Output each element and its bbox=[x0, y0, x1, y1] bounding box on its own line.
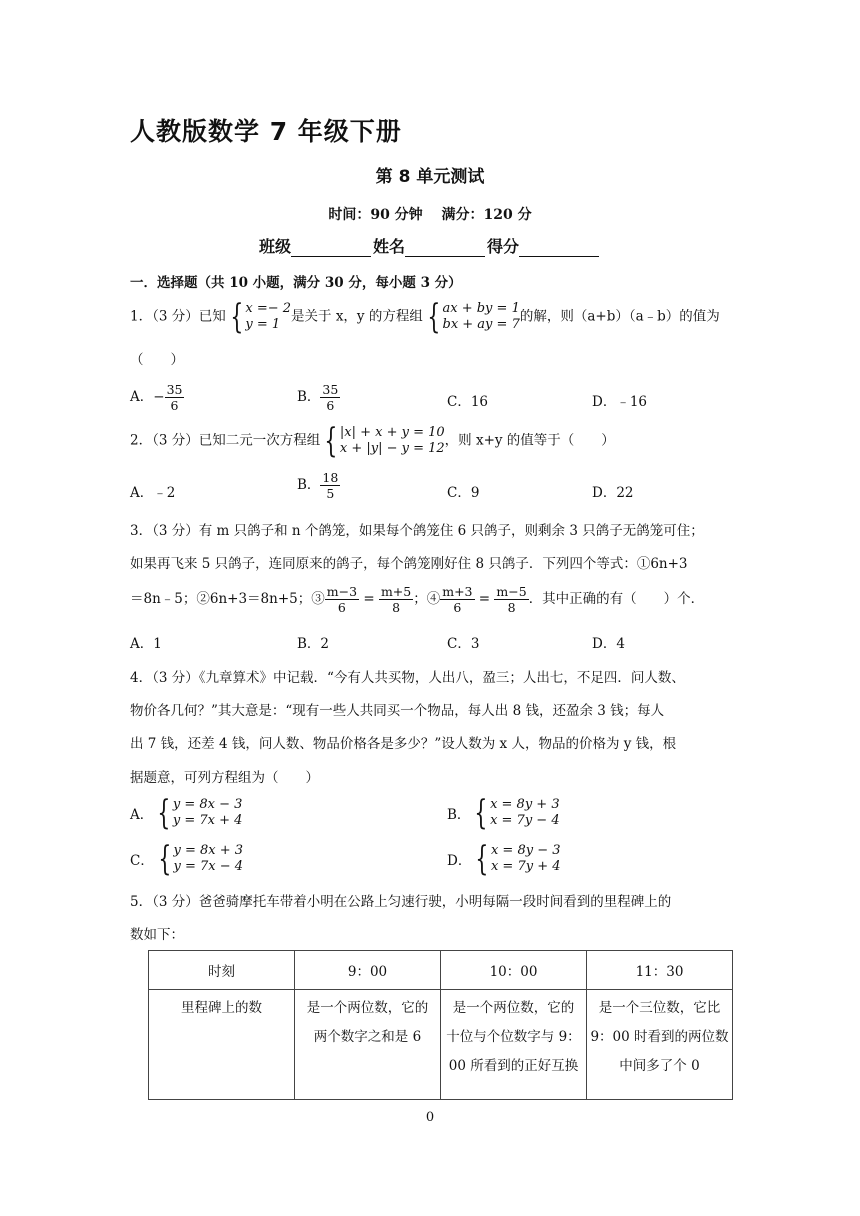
frac-den: 6 bbox=[170, 398, 179, 413]
table-header-cell: 11：30 bbox=[587, 951, 733, 990]
student-info-line bbox=[0, 234, 860, 257]
q4-opt-b-eq1: x = 8y + 3 bbox=[490, 797, 560, 812]
q2-sys-line2: x + |y| − y = 12 bbox=[339, 441, 445, 456]
cell-line: 十位与个位数字与 9： bbox=[446, 1029, 581, 1045]
cell-line: 两个数字之和是 6 bbox=[313, 1029, 422, 1045]
milestone-table bbox=[148, 950, 733, 1100]
q4-opt-c-eq1: y = 8x + 3 bbox=[173, 843, 244, 858]
q3-sep: ；④ bbox=[413, 591, 441, 607]
q4-opt-a-eq2: y = 7x + 4 bbox=[172, 813, 243, 828]
equals-sign: = bbox=[478, 591, 491, 607]
cell-line: 是一个三位数，它比 bbox=[598, 1000, 721, 1016]
table-cell-1000 bbox=[441, 990, 587, 1100]
score-blank[interactable] bbox=[519, 240, 599, 257]
q2-option-c[interactable]: C．9 bbox=[447, 485, 480, 501]
q4-option-c[interactable]: C． { y = 8x + 3 y = 7x − 4 bbox=[130, 839, 244, 879]
q1-paren: （ ） bbox=[130, 352, 184, 368]
frac-num: m+5 bbox=[380, 584, 412, 599]
cell-line: 中间多了个 0 bbox=[619, 1058, 700, 1074]
cell-line: 00 所看到的正好互换 bbox=[448, 1058, 579, 1074]
q2-opt-b-fraction bbox=[320, 470, 340, 501]
q4-opt-c-label: C． bbox=[130, 853, 154, 869]
table-header-cell: 10：00 bbox=[441, 951, 587, 990]
q4-option-b[interactable]: B． { x = 8y + 3 x = 7y − 4 bbox=[447, 793, 560, 833]
q4-option-d[interactable]: D． { x = 8y − 3 x = 7y + 4 bbox=[447, 839, 561, 879]
q4-opt-c-eq2: y = 7x − 4 bbox=[173, 859, 244, 874]
table-cell-900 bbox=[295, 990, 441, 1100]
q3-line3-a: ＝8n﹣5；②6n+3＝8n+5；③ bbox=[130, 591, 325, 607]
page-number: 0 bbox=[425, 1110, 435, 1125]
q1-option-b[interactable] bbox=[297, 382, 340, 413]
q1-suffix: 的解，则（a+b）（a﹣b）的值为 bbox=[519, 308, 720, 325]
q4-opt-a-label: A． bbox=[130, 807, 154, 823]
q3-frac-1 bbox=[325, 584, 359, 615]
q4-option-a[interactable]: A． { y = 8x − 3 y = 7x + 4 bbox=[130, 793, 243, 833]
q4-opt-b-label: B． bbox=[447, 807, 471, 823]
q3-frac-3 bbox=[440, 584, 474, 615]
q2-suffix: ，则 x+y 的值等于（ ） bbox=[444, 432, 615, 449]
frac-num: m−5 bbox=[496, 584, 527, 599]
question-2 bbox=[130, 421, 615, 461]
q1-prefix: 1．（3 分）已知 bbox=[130, 308, 226, 325]
frac-num: m+3 bbox=[442, 584, 473, 599]
table-row bbox=[149, 990, 733, 1100]
q4-opt-d-label: D． bbox=[447, 853, 472, 869]
q1-given-system: { x =− 2 y = 1 bbox=[230, 297, 292, 337]
q1-opt-a-label: A．− bbox=[130, 389, 165, 405]
q2-sys-line1: |x| + x + y = 10 bbox=[339, 425, 445, 440]
unit-subtitle: 第 8 单元测试 bbox=[375, 167, 485, 187]
frac-den: 6 bbox=[337, 600, 346, 615]
page-title: 人教版数学 7 年级下册 bbox=[130, 117, 402, 146]
exam-info: 时间：90 分钟 满分：120 分 bbox=[328, 207, 532, 223]
q1-option-d[interactable]: D．﹣16 bbox=[592, 394, 648, 410]
q2-equation-system: { |x| + x + y = 10 x + |y| − y = 12 bbox=[324, 421, 445, 461]
frac-den: 5 bbox=[326, 486, 335, 501]
q1-sys-line1: ax + by = 1 bbox=[442, 301, 520, 316]
q2-opt-b-label: B． bbox=[297, 477, 321, 493]
q1-given-line1: x =− 2 bbox=[245, 301, 292, 316]
q1-equation-system: { ax + by = 1 bx + ay = 7 bbox=[427, 297, 520, 337]
name-blank[interactable] bbox=[405, 240, 485, 257]
q1-opt-b-label: B． bbox=[297, 389, 321, 405]
class-label: 班级 bbox=[258, 237, 291, 256]
q4-line1: 4．（3 分）《九章算术》中记载．“今有人共买物，人出八，盈三；人出七，不足四．问人数、 bbox=[130, 670, 685, 686]
frac-num: 35 bbox=[166, 382, 183, 397]
frac-num: 35 bbox=[322, 382, 339, 397]
class-blank[interactable] bbox=[291, 240, 371, 257]
equals-sign: = bbox=[363, 591, 375, 607]
score-label: 得分 bbox=[487, 237, 520, 256]
table-header-cell: 9：00 bbox=[295, 951, 441, 990]
q3-line3-b: ．其中正确的有（ ）个． bbox=[528, 591, 705, 607]
q3-option-b[interactable]: B．2 bbox=[297, 636, 330, 652]
q1-option-c[interactable]: C．16 bbox=[447, 394, 489, 410]
q1-mid: 是关于 x，y 的方程组 bbox=[291, 308, 423, 325]
q4-opt-d-eq2: x = 7y + 4 bbox=[490, 859, 561, 874]
q3-line2: 如果再飞来 5 只鸽子，连同原来的鸽子，每个鸽笼刚好住 8 只鸽子．下列四个等式：①6n+3 bbox=[130, 556, 688, 572]
cell-line: 是一个两位数，它的 bbox=[306, 1000, 429, 1016]
q3-option-a[interactable]: A．1 bbox=[130, 636, 162, 652]
q3-line1: 3．（3 分）有 m 只鸽子和 n 个鸽笼，如果每个鸽笼住 6 只鸽子，则剩余 3 只鸽子无鸽笼可住； bbox=[130, 523, 704, 539]
table-cell-row-label: 里程碑上的数 bbox=[149, 990, 295, 1100]
frac-den: 8 bbox=[507, 600, 516, 615]
q3-option-c[interactable]: C．3 bbox=[447, 636, 480, 652]
frac-num: m−3 bbox=[326, 584, 358, 599]
q2-option-a[interactable]: A．﹣2 bbox=[130, 485, 176, 501]
q2-prefix: 2．（3 分）已知二元一次方程组 bbox=[130, 432, 321, 449]
cell-line: 是一个两位数，它的 bbox=[452, 1000, 575, 1016]
q4-line4: 据题意，可列方程组为（ ） bbox=[130, 770, 319, 786]
q2-option-b[interactable] bbox=[297, 470, 340, 501]
frac-den: 6 bbox=[326, 398, 335, 413]
q4-opt-b-eq2: x = 7y − 4 bbox=[490, 813, 560, 828]
q2-option-d[interactable]: D．22 bbox=[592, 485, 634, 501]
frac-den: 6 bbox=[453, 600, 462, 615]
section-title: 一．选择题（共 10 小题，满分 30 分，每小题 3 分） bbox=[130, 275, 462, 291]
q1-sys-line2: bx + ay = 7 bbox=[442, 317, 520, 332]
table-header-cell: 时刻 bbox=[149, 951, 295, 990]
q4-opt-d-eq1: x = 8y − 3 bbox=[490, 843, 561, 858]
name-label: 姓名 bbox=[372, 237, 405, 256]
q3-frac-2 bbox=[379, 584, 413, 615]
frac-num: 18 bbox=[322, 470, 339, 485]
table-header-row bbox=[149, 951, 733, 990]
q5-line2: 数如下： bbox=[130, 927, 184, 943]
question-1 bbox=[130, 297, 720, 337]
q1-opt-b-fraction bbox=[320, 382, 340, 413]
q4-line2: 物价各几何？”其大意是：“现有一些人共同买一个物品，每人出 8 钱，还盈余 3 钱；每人 bbox=[130, 703, 665, 719]
q1-option-a[interactable] bbox=[130, 382, 184, 413]
table-cell-1130 bbox=[587, 990, 733, 1100]
q3-frac-4 bbox=[494, 584, 528, 615]
q5-line1: 5．（3 分）爸爸骑摩托车带着小明在公路上匀速行驶，小明每隔一段时间看到的里程碑上的 bbox=[130, 894, 672, 910]
cell-line: 9：00 时看到的两位数 bbox=[590, 1029, 729, 1045]
q1-opt-a-fraction bbox=[165, 382, 185, 413]
q3-option-d[interactable]: D．4 bbox=[592, 636, 625, 652]
q4-opt-a-eq1: y = 8x − 3 bbox=[172, 797, 243, 812]
q1-given-line2: y = 1 bbox=[245, 317, 281, 332]
q3-line3 bbox=[130, 584, 704, 615]
q4-line3: 出 7 钱，还差 4 钱，问人数、物品价格各是多少？”设人数为 x 人，物品的价格为 y 钱，根 bbox=[130, 736, 677, 752]
frac-den: 8 bbox=[392, 600, 401, 615]
